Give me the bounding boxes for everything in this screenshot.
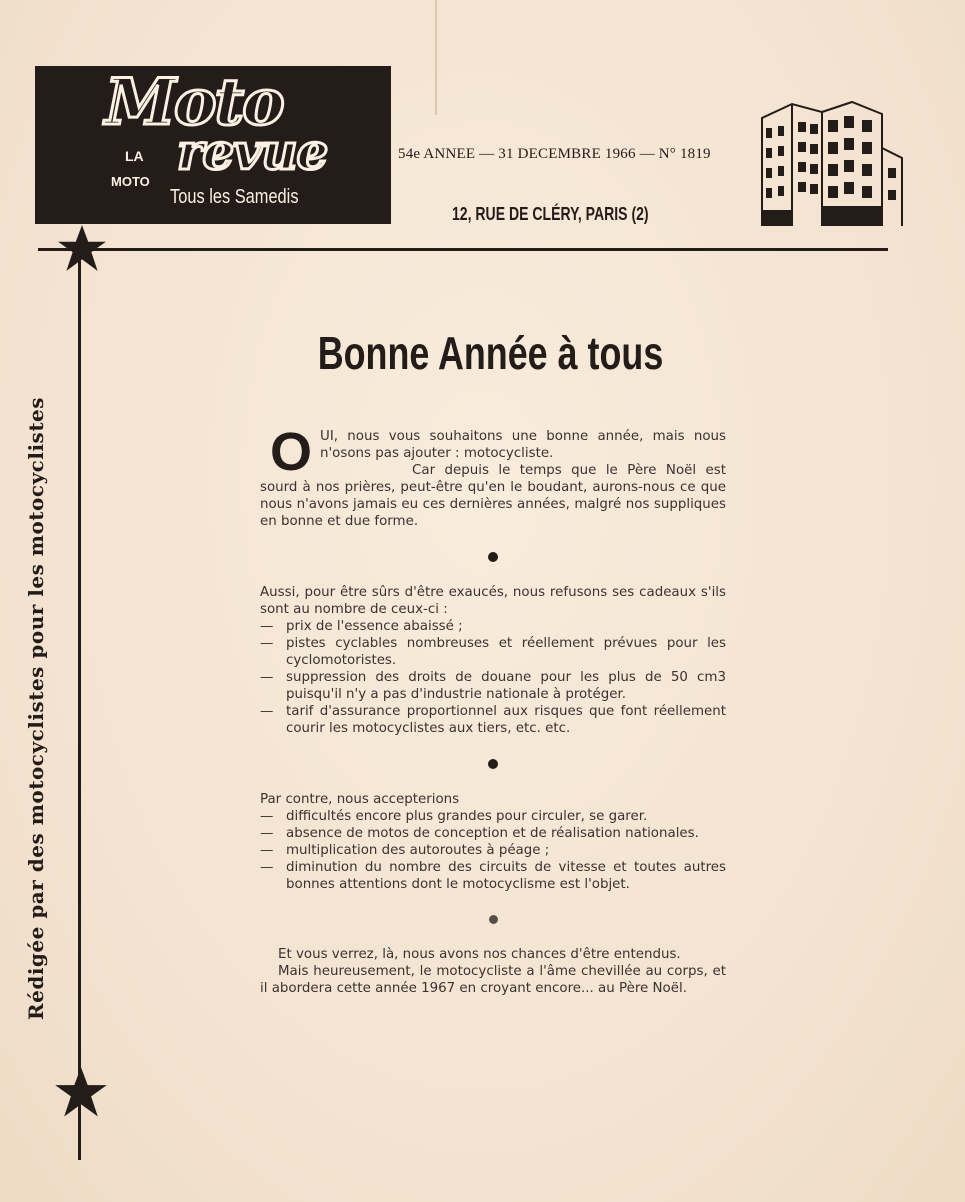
list-item-text: pistes cyclables nombreuses et réellement prévues pour les cyclomotoristes.	[286, 636, 726, 668]
list-item	[260, 825, 726, 842]
paragraph-3: Aussi, pour être sûrs d'être exaucés, nous refusons ses cadeaux s'ils sont au nombre de ceux-ci :	[260, 585, 726, 617]
paragraph-intro	[260, 422, 726, 482]
list-item-text: prix de l'essence abaissé ;	[286, 619, 463, 634]
list-dash: —	[260, 670, 274, 685]
list-dash: —	[260, 809, 274, 824]
list-dash: —	[260, 619, 274, 634]
building-illustration	[752, 98, 908, 226]
list-dash: —	[260, 826, 274, 841]
star-icon	[56, 223, 108, 275]
separator-dot	[488, 552, 498, 562]
masthead-logo-block	[35, 66, 391, 224]
headline-text: Bonne Année à tous	[317, 327, 663, 379]
logo-la: LA	[125, 148, 144, 164]
list-item-text: suppression des droits de douane pour les plus de 50 cm3 puisqu'il n'y a pas d'industrie nationale à protéger.	[286, 670, 726, 702]
side-slogan: Rédigée par des motocyclistes pour les motocyclistes	[24, 396, 48, 1020]
article-body	[260, 422, 726, 997]
list-item-text: absence de motos de conception et de réalisation nationales.	[286, 826, 699, 841]
logo-revue: revue	[177, 122, 328, 181]
list-item-text: difficultés encore plus grandes pour circuler, se garer.	[286, 809, 648, 824]
list-item	[260, 618, 726, 635]
star-icon	[53, 1065, 109, 1121]
list-item	[260, 842, 726, 859]
paper-fold	[435, 0, 437, 115]
paragraph-4: Par contre, nous accepterions	[260, 792, 460, 807]
separator-dot	[489, 915, 498, 924]
list-item-text: diminution du nombre des circuits de vitesse et toutes autres bonnes attentions dont le motocyclisme est l'objet.	[286, 860, 726, 892]
logo-moto-small: MOTO	[111, 174, 150, 189]
list-item-text: multiplication des autoroutes à péage ;	[286, 843, 550, 858]
list-item	[260, 635, 726, 669]
list-dash: —	[260, 636, 274, 651]
paragraph-2: Car depuis le temps que le Père Noël est sourd à nos prières, peut-être qu'en le boudant, aurons-nous ce que nous n'avons jamais eu ces dernières années, malgré nos suppliques en bonne et due forme.	[260, 463, 726, 529]
issue-info: 54e ANNEE — 31 DECEMBRE 1966 — N° 1819	[398, 146, 711, 162]
paragraph-5: Et vous verrez, là, nous avons nos chances d'être entendus.	[278, 947, 681, 962]
side-rule	[78, 250, 81, 1160]
list-dash: —	[260, 860, 274, 875]
list-item	[260, 808, 726, 825]
paragraph-6: Mais heureusement, le motocycliste a l'âme chevillée au corps, et il abordera cette année 1967 en croyant encore... au Père Noël.	[260, 964, 726, 996]
list-dash: —	[260, 704, 274, 719]
masthead-tagline: Tous les Samedis	[170, 186, 299, 208]
separator-dot	[488, 759, 498, 769]
list-item	[260, 859, 726, 893]
paragraph-1: UI, nous vous souhaitons une bonne année, mais nous n'osons pas ajouter : motocycliste.	[320, 429, 726, 461]
header-rule	[38, 248, 888, 251]
list-item	[260, 703, 726, 737]
logo-moto: Moto	[105, 65, 283, 140]
headline	[170, 326, 810, 380]
list-item-text: tarif d'assurance proportionnel aux risques que font réellement courir les motocyclistes aux tiers, etc. etc.	[286, 704, 726, 736]
publisher-address: 12, RUE DE CLÉRY, PARIS (2)	[452, 204, 649, 224]
list-dash: —	[260, 843, 274, 858]
dropcap: O	[270, 422, 313, 482]
list-item	[260, 669, 726, 703]
